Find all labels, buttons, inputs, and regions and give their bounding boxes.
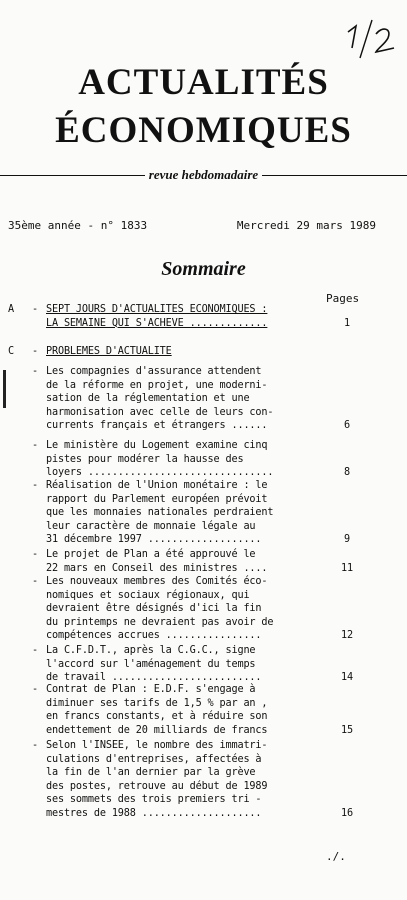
entry-line: diminuer ses tarifs de 1,5 % par an , [46,697,268,709]
section-letter: A [8,304,14,315]
entry-line: 31 décembre 1997 ................... [46,534,262,546]
entry-dash: - [32,346,38,357]
entry-page-number: 12 [341,630,353,642]
entry-dash: - [32,480,38,491]
entry-line: la fin de l'an dernier par la grève [46,767,256,779]
entry-dash: - [32,576,38,587]
entry-text [46,479,314,547]
masthead-title-line-1: ACTUALITÉS [78,62,329,103]
entry-line: La C.F.D.T., après la C.G.C., signe [46,645,256,656]
entry-text [46,439,314,480]
entry-line: devraient être désignés d'ici la fin [46,603,262,615]
issue-line [8,219,376,232]
entry-text [46,644,314,685]
entry-page-number: 1 [344,317,350,329]
entry-dash: - [32,549,38,560]
entry-line: harmonisation avec celle de leurs con- [46,406,274,418]
entry-line: currents français et étrangers ...... [46,420,268,432]
entry-line: endettement de 20 milliards de francs [46,724,268,736]
entry-line: sation de la réglementation et une [46,393,250,405]
entry-dash: - [32,440,38,451]
continued-mark: ./. [326,850,346,863]
entry-page-number: 15 [341,724,353,736]
entry-line: de la réforme en projet, une moderni- [46,379,268,391]
entry-dash: - [32,304,38,315]
entry-page-number: 6 [344,420,350,432]
entry-line: Contrat de Plan : E.D.F. s'engage à [46,684,256,695]
handwritten-page-note [342,18,402,62]
issue-number: 35ème année - n° 1833 [8,219,148,232]
entry-page-number: 14 [341,672,353,684]
entry-text [46,303,314,330]
issue-date: Mercredi 29 mars 1989 [236,219,376,232]
entry-line: 22 mars en Conseil des ministres .... [46,562,268,574]
entry-line: Les compagnies d'assurance attendent [46,366,262,377]
entry-text [46,739,314,821]
entry-line: rapport du Parlement européen prévoit [46,493,268,505]
entry-line: loyers ............................... [46,467,274,479]
entry-line: culations d'entreprises, affectées à [46,753,262,765]
entry-line: en francs constants, et à réduire son [46,711,268,723]
entry-line: l'accord sur l'aménagement du temps [46,658,256,670]
margin-mark [3,370,6,408]
entry-line: Les nouveaux membres des Comités éco- [46,576,268,587]
entry-page-number: 11 [341,562,353,574]
entry-line: Le ministère du Logement examine cinq [46,440,268,451]
masthead-subtitle-rule [0,168,407,182]
rule-right [262,175,407,176]
entry-line: des postes, retrouve au début de 1989 [46,780,268,792]
section-letter: C [8,346,14,357]
entry-page-number: 9 [344,534,350,546]
entry-dash: - [32,684,38,695]
entry-line: du printemps ne devraient pas avoir de [46,616,274,628]
entry-page-number: 16 [341,808,353,819]
entry-line: compétences accrues ................ [46,630,262,642]
entry-line: Le projet de Plan a été approuvé le [46,549,256,560]
entry-line: Selon l'INSEE, le nombre des immatri- [46,740,268,751]
entry-text [46,345,314,359]
entry-line: leur caractère de monnaie légale au [46,520,256,532]
entry-line: mestres de 1988 .................... [46,807,262,819]
entry-text [46,575,314,643]
entry-text [46,365,314,433]
entry-line: nomiques et sociaux régionaux, qui [46,589,250,601]
entry-line: de travail ......................... [46,672,262,684]
entry-line: SEPT JOURS D'ACTUALITES ECONOMIQUES : [46,304,268,315]
rule-left [0,175,145,176]
entry-dash: - [32,740,38,751]
sommaire-title: Sommaire [161,258,246,280]
entry-text [46,548,314,575]
entry-dash: - [32,645,38,656]
handwritten-note-drawing [342,18,402,62]
entry-line: Réalisation de l'Union monétaire : le [46,480,268,491]
entry-line: ses sommets des trois premiers tri - [46,794,262,806]
entry-line: PROBLEMES D'ACTUALITE [46,346,172,357]
entry-text [46,683,314,737]
entry-page-number: 8 [344,467,350,479]
entry-dash: - [32,366,38,377]
masthead-title-line-2: ÉCONOMIQUES [55,110,352,151]
masthead-subtitle: revue hebdomadaire [148,167,259,182]
entry-line: pistes pour modérer la hausse des [46,453,244,465]
entry-line: que les monnaies nationales perdraient [46,507,274,519]
pages-column-header: Pages [326,292,360,305]
entry-line: LA SEMAINE QUI S'ACHEVE ............. [46,317,268,329]
